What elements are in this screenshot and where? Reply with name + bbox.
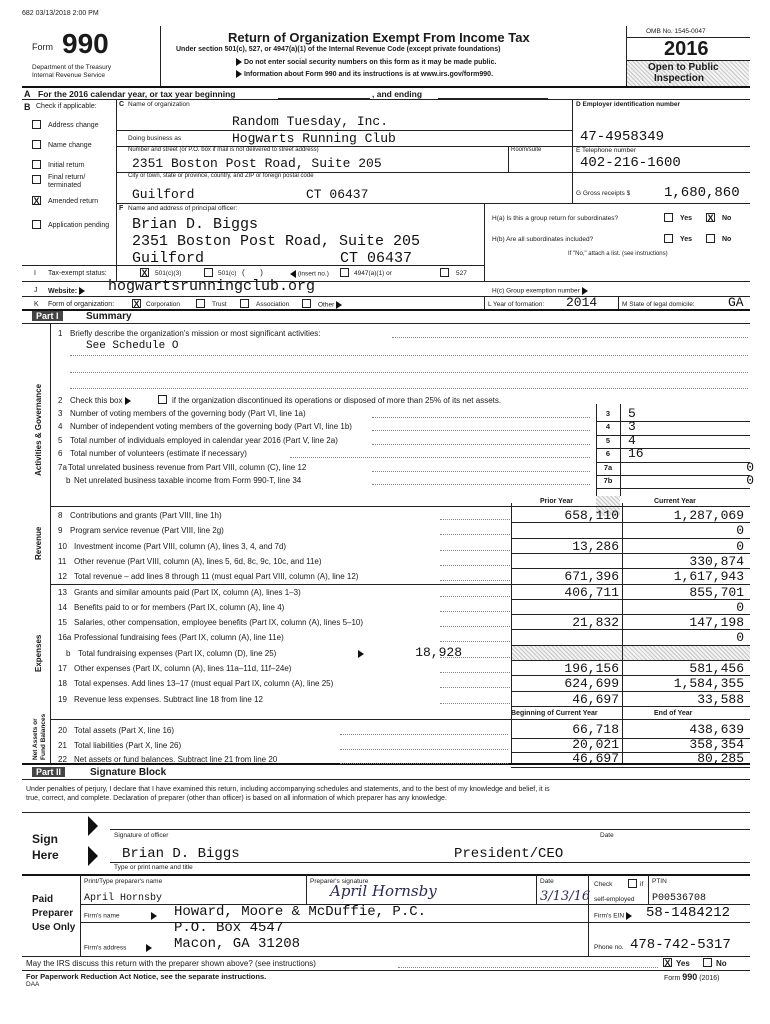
gov-line-value[interactable]: 0 [746,473,754,488]
hb-no-checkbox[interactable] [706,234,715,243]
row-j-label: J [34,287,38,294]
row-a-ending: , and ending [372,89,423,99]
row-i-label: I [34,270,36,277]
gov-line-text: Net unrelated business taxable income from Form 990-T, line 34 [74,476,302,485]
initial-return-label: Initial return [48,162,85,169]
ein-label: D Employer identification number [576,101,681,108]
prior-year-value[interactable]: 196,156 [564,661,619,676]
gov-line-box: 3 [605,409,611,418]
row-k-text: Form of organization: [48,301,115,308]
ptin-value[interactable]: P00536708 [652,893,707,904]
prior-year-value[interactable]: 13,286 [572,538,619,554]
row-k-label: K [34,301,39,308]
527-label: 527 [456,270,467,277]
hb-yes-label: Yes [680,236,693,243]
use-only-label: Use Only [32,922,76,933]
gross-receipts-label: G Gross receipts $ [576,190,631,197]
paid-label: Paid [32,894,54,905]
daa-label: DAA [26,981,40,988]
beginning-year-value[interactable]: 20,021 [572,736,619,752]
final-return-checkbox[interactable] [32,175,41,184]
end-year-value[interactable]: 80,285 [697,751,744,766]
arrow-icon [146,944,152,952]
gov-line-value[interactable]: 4 [628,432,636,448]
discuss-no-label: No [716,959,727,968]
fin-line-num: 16a [58,633,72,643]
gov-line-text: Total number of volunteers (estimate if necessary) [70,449,247,459]
fin-line-text: Benefits paid to or for members (Part IX, column (A), line 4) [74,602,285,612]
year-formed-label: L Year of formation: [488,301,545,308]
print-preparer-label: Print/Type preparer's name [84,878,163,885]
org-city[interactable]: Guilford [132,187,195,202]
gov-line-value[interactable]: 3 [628,419,636,435]
amended-return-label: Amended return [48,198,99,205]
amended-return-checkbox[interactable]: X [33,196,40,206]
dept-line2: Internal Revenue Service [32,72,105,79]
arrow-icon [79,287,85,295]
here-label: Here [32,848,59,862]
part2-tag: Part II [32,767,65,777]
prior-year-value[interactable]: 624,699 [564,676,619,692]
prior-year-value[interactable]: 406,711 [564,584,619,600]
gov-col-rule [620,404,621,496]
gov-line-num: 5 [58,435,63,445]
gov-line-box: 5 [605,435,611,445]
form-label: Form [32,42,53,52]
arrow-icon [336,301,342,309]
ha-no-checkbox[interactable]: X [707,213,714,223]
footer-form-id: Form 990 (2016) [664,972,720,982]
current-year-value[interactable]: 0 [736,630,744,646]
open-public-line2: Inspection [654,73,705,84]
net-line-leader [340,734,508,735]
net-line-leader [340,763,508,764]
preparer-signature[interactable]: April Hornsby [330,882,437,900]
perjury-line2: true, correct, and complete. Declaration of preparer (other than officer) is based on all information of which preparer has any knowledge. [26,795,447,802]
sign-label: Sign [32,832,58,846]
fin-line-leader [440,580,510,581]
arrow-icon [582,287,588,295]
fin-line-text: Program service revenue (Part VIII, line 2g) [70,526,224,536]
discuss-no-checkbox[interactable] [703,958,712,967]
association-checkbox[interactable] [240,299,249,308]
gov-line-leader [372,417,590,418]
officer-name-label: Type or print name and title [114,864,193,871]
col-current-year: Current Year [654,498,696,505]
gov-line-box: 4 [605,422,611,432]
net-line-num: 20 [58,726,67,735]
beginning-year-value[interactable]: 46,697 [572,751,619,766]
row-a-label: A [24,89,31,99]
501c3-checkbox[interactable]: X [141,268,148,278]
officer-title[interactable]: President/CEO [454,846,564,862]
instruction-info: Information about Form 990 and its instructions is at www.irs.gov/form990. [236,70,493,78]
fin-line-leader [440,534,510,535]
line1-num: 1 [58,329,63,338]
address-change-label: Address change [48,122,99,129]
prior-year-value[interactable]: 46,697 [572,691,619,707]
arrow-icon [358,650,364,658]
if-label: if [640,881,644,888]
gov-line-num: b [66,476,71,485]
arrow-left-icon [290,270,296,278]
fin-col-rule [511,503,512,708]
website-value[interactable]: hogwartsrunningclub.org [108,278,316,295]
discuss-question: May the IRS discuss this return with the preparer shown above? (see instructions) [26,959,316,968]
fin-line-num: 8 [58,511,63,520]
trust-checkbox[interactable] [196,299,205,308]
hb-note: If "No," attach a list. (see instructions) [568,251,668,257]
firm-addr2[interactable]: Macon, GA 31208 [174,936,301,952]
preparer-date-label: Date [540,878,554,885]
gov-line-value[interactable]: 16 [628,446,644,462]
gov-line-leader [372,444,590,445]
c-label: C [119,101,125,108]
org-name[interactable]: Random Tuesday, Inc. [232,114,389,129]
net-row-rule [511,767,750,768]
ha-no-label: No [722,215,732,222]
fin-col-rule [622,503,623,708]
org-state-zip[interactable]: CT 06437 [306,187,369,202]
fin-line-num: b [66,648,71,658]
row-i-text: Tax-exempt status: [48,270,107,277]
officer-street[interactable]: 2351 Boston Post Road, Suite 205 [132,233,421,250]
firm-phone-label: Phone no. [594,944,624,951]
current-year-value[interactable]: 855,701 [689,584,744,600]
end-year-value[interactable]: 358,354 [689,736,744,752]
application-pending-checkbox[interactable] [32,220,41,229]
line2-num: 2 [58,396,63,405]
arrow-icon [626,912,632,920]
gov-line-num: 3 [58,409,63,418]
form-title: Return of Organization Exempt From Income Tax [228,30,530,45]
fundraising-inline-value[interactable]: 18,928 [415,644,462,660]
fax-stamp: 682 03/13/2018 2:00 PM [22,10,99,17]
gov-line-leader [372,430,590,431]
fin-line-num: 12 [58,572,67,582]
current-year-value[interactable]: 0 [736,599,744,615]
net-line-num: 21 [58,740,67,750]
other-checkbox[interactable] [302,299,311,308]
fin-line-leader [440,641,510,642]
current-year-value[interactable]: 1,287,069 [673,508,744,523]
fin-line-num: 10 [58,541,67,551]
line1-text: Briefly describe the organization's mission or most significant activities: [70,329,321,338]
net-col-rule [622,708,623,763]
sig-date-label: Date [600,832,614,839]
gov-line-text: Total unrelated business revenue from Part VIII, column (C), line 12 [68,462,307,472]
current-year-value[interactable]: 1,584,355 [673,676,744,692]
fin-line-text: Total revenue – add lines 8 through 11 (must equal Part VIII, column (A), line 12) [74,572,359,582]
fin-line-num: 19 [58,694,67,704]
omb-number: OMB No. 1545-0047 [646,28,706,35]
side-revenue: Revenue [34,526,43,560]
check-label: Check [594,881,613,888]
501c3-label: 501(c)(3) [155,270,182,277]
fin-line-num: 14 [58,602,67,612]
phone-label: E Telephone number [576,147,636,154]
shaded-cell [511,646,750,661]
gov-line-num: 7a [58,462,67,472]
officer-label: Name and address of principal officer: [128,205,238,212]
gov-line-text: Total number of individuals employed in calendar year 2016 (Part V, line 2a) [70,435,338,445]
line2-text: Check this box [70,396,131,405]
paperwork-notice: For Paperwork Reduction Act Notice, see the separate instructions. [26,972,267,981]
end-year-value[interactable]: 438,639 [689,722,744,737]
fin-line-leader [440,672,510,673]
application-pending-label: Application pending [48,222,110,229]
501c-paren: ( ) [242,268,263,277]
hb-yes-checkbox[interactable] [664,234,673,243]
preparer-date[interactable]: 3/13/16 [540,889,591,904]
final-return-label: Final return/ [48,174,86,181]
col-prior-year: Prior Year [540,498,573,505]
other-label: Other [318,301,342,309]
fin-line-text: Professional fundraising fees (Part IX, column (A), line 11e) [74,633,284,643]
line2-text-b: if the organization discontinued its operations or disposed of more than 25% of its net assets. [172,396,502,405]
hc-question: H(c) Group exemption number [492,287,588,295]
fin-line-text: Total fundraising expenses (Part IX, column (D), line 25) [78,648,277,658]
corporation-checkbox[interactable]: X [133,299,140,309]
fin-line-leader [440,687,510,688]
gov-line-num: 6 [58,449,63,459]
gov-line-value[interactable]: 5 [628,406,636,421]
fin-line-leader [440,596,510,597]
discontinued-checkbox[interactable] [158,395,167,404]
fin-line-num: 17 [58,664,67,673]
gov-line-value[interactable]: 0 [746,459,754,475]
firm-addr-label: Firm's address [84,944,152,952]
fin-line-num: 18 [58,679,67,689]
corporation-label: Corporation [146,301,180,308]
side-net-assets-1: Net Assets or [32,718,39,760]
part2-title: Signature Block [90,767,167,778]
fin-line-text: Total expenses. Add lines 13–17 (must equal Part IX, column (A), line 25) [74,679,334,689]
ein-value[interactable]: 47-4958349 [580,129,665,145]
ha-yes-checkbox[interactable] [664,213,673,222]
net-line-text: Net assets or fund balances. Subtract line 21 from line 20 [74,755,278,764]
col-beginning-year: Beginning of Current Year [511,710,598,717]
arrow-icon [236,70,242,78]
fin-line-num: 11 [58,556,67,566]
fin-line-text: Contributions and grants (Part VIII, line 1h) [70,511,222,520]
form-subtitle: Under section 501(c), 527, or 4947(a)(1) of the Internal Revenue Code (except private foundations) [176,46,501,53]
mission-text[interactable]: See Schedule O [86,340,179,352]
current-year-value[interactable]: 0 [736,538,744,554]
self-employed-checkbox[interactable] [628,879,637,888]
initial-return-checkbox[interactable] [32,160,41,169]
arrow-icon [151,912,157,920]
current-year-value[interactable]: 330,874 [689,553,744,569]
gov-line-text: Number of independent voting members of the governing body (Part VI, line 1b) [70,422,352,432]
4947-label: 4947(a)(1) or [354,270,392,277]
row-j-text: Website: [48,287,85,295]
section-b-label: B [24,102,31,112]
side-net-assets-2: Fund Balances [40,713,47,760]
room-label: Room/suite [511,147,542,153]
section-b-title: Check if applicable: [36,103,97,110]
ha-question: H(a) Is this a group return for subordinates? [492,215,619,222]
firm-ein[interactable]: 58-1484212 [646,905,731,921]
discuss-yes-label: Yes [676,959,690,968]
org-name-label: Name of organization [128,101,190,108]
row-a-text: For the 2016 calendar year, or tax year beginning [38,89,236,99]
firm-ein-label: Firm's EIN [594,912,632,920]
form-number: 990 [62,28,109,59]
gov-line-box: 6 [605,449,611,459]
fin-line-text: Salaries, other compensation, employee benefits (Part IX, column (A), lines 5–10) [74,618,364,628]
ha-yes-label: Yes [680,215,693,222]
final-return-label2: terminated [48,182,82,189]
col-end-year: End of Year [654,710,693,717]
insert-no-label: (insert no.) [290,270,329,278]
street-label: Number and street (or P.O. box if mail is not delivered to street address) [128,147,319,153]
part1-tag: Part I [32,311,63,321]
fin-line-leader [440,703,510,704]
state-domicile-label: M State of legal domicile: [622,301,695,308]
gov-line-leader [290,457,590,458]
address-change-checkbox[interactable] [32,120,41,129]
dba-label: Doing business as [128,135,182,142]
firm-phone[interactable]: 478-742-5317 [630,937,731,953]
fin-line-num: 15 [58,618,67,628]
net-line-num: 22 [58,755,67,764]
fin-line-text: Grants and similar amounts paid (Part IX, column (A), lines 1–3) [74,587,301,597]
current-year-value[interactable]: 581,456 [689,661,744,676]
open-public-line1: Open to Public [648,62,719,73]
fin-line-leader [440,611,510,612]
trust-label: Trust [212,301,227,308]
org-street[interactable]: 2351 Boston Post Road, Suite 205 [132,156,382,171]
sign-here-arrow-icon [88,816,98,836]
gross-receipts-value[interactable]: 1,680,860 [664,185,740,201]
fin-line-num: 9 [58,526,63,536]
arrow-icon [236,58,242,66]
501c-checkbox[interactable] [204,268,213,277]
net-line-text: Total assets (Part X, line 16) [74,726,175,735]
city-label: City or town, state or province, country, and ZIP or foreign postal code [128,173,314,179]
preparer-label: Preparer [32,908,74,919]
net-line-leader [340,749,508,750]
501c-label: 501(c) [218,270,237,277]
beginning-year-value[interactable]: 66,718 [572,722,619,737]
firm-name-label: Firm's name [84,912,157,920]
self-employed-label: self-employed [594,896,635,903]
gov-line-leader [372,484,590,485]
current-year-value[interactable]: 33,588 [697,691,744,707]
fin-line-text: Investment income (Part VIII, column (A), lines 3, 4, and 7d) [74,541,287,551]
dept-line1: Department of the Treasury [32,64,112,71]
prior-year-value[interactable]: 658,110 [564,508,619,523]
discuss-yes-checkbox[interactable]: X [664,958,671,968]
fin-line-text: Other revenue (Part VIII, column (A), lines 5, 6d, 8c, 9c, 10c, and 11e) [74,556,322,566]
preparer-sig-label: Preparer's signature [310,878,369,885]
4947-checkbox[interactable] [340,268,349,277]
net-line-text: Total liabilities (Part X, line 26) [74,740,182,750]
name-change-label: Name change [48,142,92,149]
phone-value[interactable]: 402-216-1600 [580,155,681,171]
fin-line-text: Revenue less expenses. Subtract line 18 from line 12 [74,694,263,704]
current-year-value[interactable]: 0 [736,523,744,539]
hb-question: H(b) Are all subordinates included? [492,236,594,243]
ptin-label: PTIN [652,878,667,885]
f-label: F [119,205,124,212]
fin-line-leader [440,519,510,520]
association-label: Association [256,301,290,308]
state-domicile-value[interactable]: GA [728,295,744,310]
net-col-rule [511,708,512,763]
gov-line-text: Number of voting members of the governing body (Part VI, line 1a) [70,409,306,418]
tax-year: 2016 [664,38,709,60]
prior-year-value[interactable]: 21,832 [572,615,619,631]
sig-officer-label: Signature of officer [114,832,169,839]
fin-header-rule [50,506,750,507]
hb-no-label: No [722,236,732,243]
current-year-value[interactable]: 147,198 [689,615,744,631]
officer-print-name[interactable]: Brian D. Biggs [122,846,240,862]
preparer-name[interactable]: April Hornsby [84,893,163,904]
officer-state-zip[interactable]: CT 06437 [340,250,413,267]
prior-year-value[interactable]: 671,396 [564,569,619,585]
gov-line-num: 4 [58,422,63,432]
side-activities-governance: Activities & Governance [34,383,43,476]
527-checkbox[interactable] [440,268,449,277]
arrow-icon [125,397,131,405]
firm-name[interactable]: Howard, Moore & McDuffie, P.C. [174,904,427,920]
side-expenses: Expenses [34,634,43,672]
name-change-checkbox[interactable] [32,140,41,149]
part1-title: Summary [86,311,132,322]
fin-line-leader [440,626,510,627]
year-formed-value[interactable]: 2014 [566,295,598,310]
current-year-value[interactable]: 1,617,943 [673,569,744,585]
fin-line-text: Other expenses (Part IX, column (A), lines 11a–11d, 11f–24e) [74,664,292,673]
gov-line-box: 7a [603,462,613,472]
gov-col-rule [596,404,597,496]
fin-row-rule [511,706,750,707]
officer-name[interactable]: Brian D. Biggs [132,216,259,233]
dba-name[interactable]: Hogwarts Running Club [232,131,396,146]
gov-line-box: 7b [603,476,613,485]
perjury-line1: Under penalties of perjury, I declare that I have examined this return, including accompanying schedules and statements, and to the best of my knowledge and belief, it is [26,786,550,793]
sign-here-arrow-icon-2 [88,846,98,866]
firm-addr1[interactable]: P.O. Box 4547 [174,920,284,936]
fin-line-num: 13 [58,587,67,597]
fin-line-leader [440,565,510,566]
fin-line-leader [440,550,510,551]
instruction-ssn: Do not enter social security numbers on this form as it may be made public. [236,58,496,66]
gov-line-leader [372,471,590,472]
officer-city[interactable]: Guilford [132,250,205,267]
